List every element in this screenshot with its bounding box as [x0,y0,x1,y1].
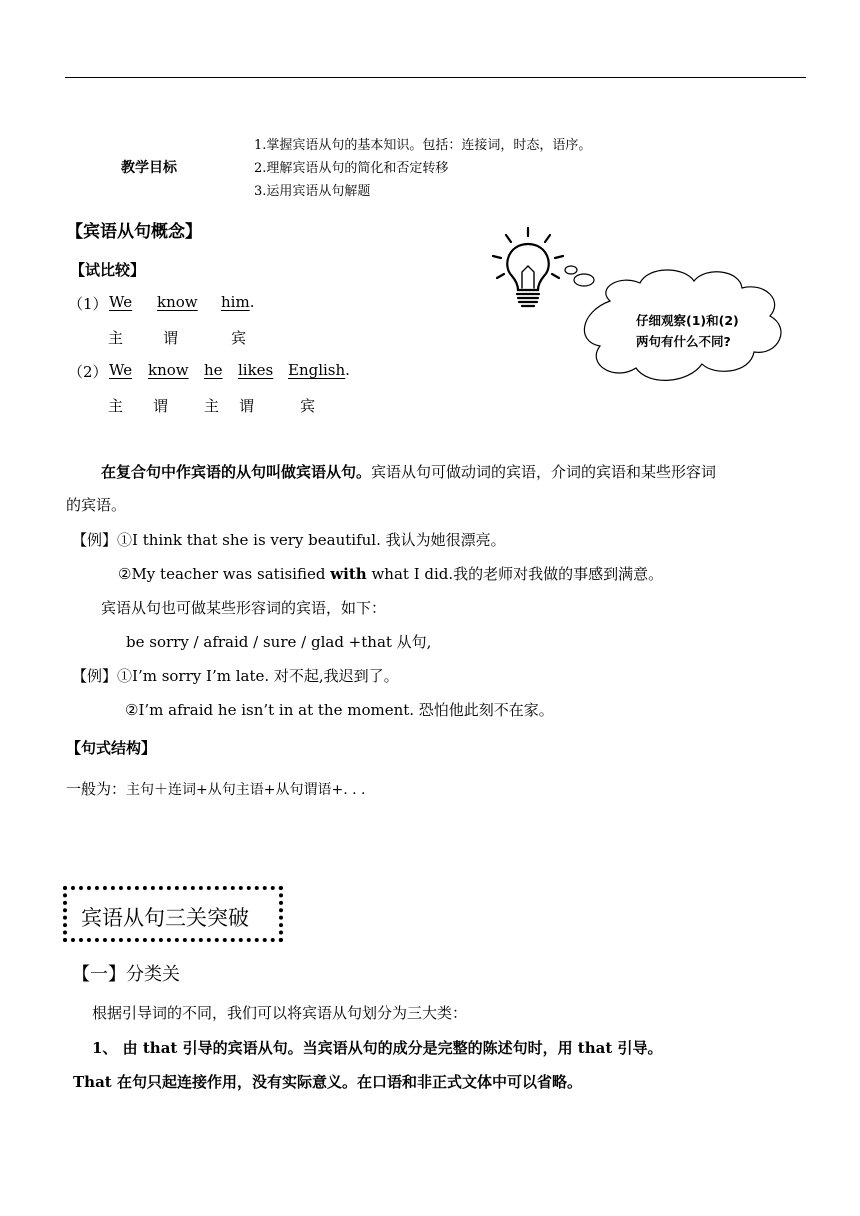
sentence-2-role: 谓 [239,397,255,415]
sentence-1-role: 主 [108,329,124,347]
sentence-2-word: We [109,361,133,379]
structure-heading: 【句式结构】 [66,739,157,757]
sentence-2-role: 主 [108,397,124,415]
classification-item-1: 1、 由 that 引导的宾语从句。当宾语从句的成分是完整的陈述句时，用 that 引导。 [92,1039,663,1057]
sentence-1-word: him [221,293,250,311]
sentence-2-num: （2） [68,363,108,381]
sentence-2-word: know [148,361,189,379]
example-3-row [72,665,399,686]
example-1-text: ①I think that she is very beautiful. 我认为她很漂亮。 [117,531,506,549]
thought-bubble-line-2: 两句有什么不同? [636,334,731,349]
example-4-text: ②I’m afraid he isn’t in at the moment. 恐怕他此刻不在家。 [125,701,554,719]
adj-intro: 宾语从句也可做某些形容词的宾语，如下： [101,599,387,617]
goal-item-2: 2.理解宾语从句的简化和否定转移 [254,161,449,176]
header-rule [65,77,806,78]
concept-heading: 【宾语从句概念】 [66,222,202,242]
definition-line-1 [101,461,716,482]
example-tag: 【例】 [72,667,118,685]
structure-formula: 主句＋连词+从句主语+从句谓语+. . . [126,782,366,798]
definition-line-2: 的宾语。 [66,496,127,514]
sentence-1-role: 宾 [231,329,247,347]
example-tag: 【例】 [72,531,118,549]
example-1-row [72,529,506,550]
example-2-post: what I did.我的老师对我做的事感到满意。 [366,565,664,583]
example-2-bold: with [330,565,367,583]
goal-item-3: 3.运用宾语从句解题 [254,184,371,199]
sentence-1-period: . [249,293,255,311]
thought-bubble-line-1: 仔细观察(1)和(2) [636,313,739,328]
example-3-text: ①I’m sorry I’m late. 对不起,我迟到了。 [117,667,399,685]
sentence-1-word: We [109,293,133,311]
structure-prefix: 一般为： [66,780,127,798]
definition-rest: 宾语从句可做动词的宾语，介词的宾语和某些形容词 [371,463,717,481]
classification-intro: 根据引导词的不同，我们可以将宾语从句划分为三大类： [92,1004,468,1022]
definition-bold: 在复合句中作宾语的从句叫做宾语从句。 [101,463,372,481]
sentence-2-role: 主 [204,397,220,415]
breakthrough-title: 宾语从句三关突破 [81,906,249,930]
sentence-2-word: likes [238,361,274,379]
sentence-2-word: he [204,361,223,379]
goal-item-1: 1.掌握宾语从句的基本知识。包括：连接词，时态，语序。 [254,138,592,153]
adj-pattern: be sorry / afraid / sure / glad +that 从句, [126,633,432,651]
sentence-2-role: 宾 [300,397,316,415]
sentence-1-word: know [157,293,198,311]
example-2-row [118,563,663,584]
compare-heading: 【试比较】 [70,261,146,279]
section-1-heading: 【一】分类关 [72,964,180,985]
classification-item-1-line-2: That 在句只起连接作用，没有实际意义。在口语和非正式文体中可以省略。 [73,1073,582,1091]
sentence-1-last [221,293,254,311]
goals-label: 教学目标 [121,160,177,176]
structure-line [66,778,365,799]
sentence-1-num: （1） [68,295,108,313]
sentence-1-role: 谓 [163,329,179,347]
sentence-2-role: 谓 [153,397,169,415]
sentence-2-word: English [288,361,346,379]
sentence-2-last [288,361,350,379]
sentence-2-period: . [345,361,350,379]
example-2-pre: ②My teacher was satisified [118,565,331,583]
lightbulb-icon [493,228,563,306]
